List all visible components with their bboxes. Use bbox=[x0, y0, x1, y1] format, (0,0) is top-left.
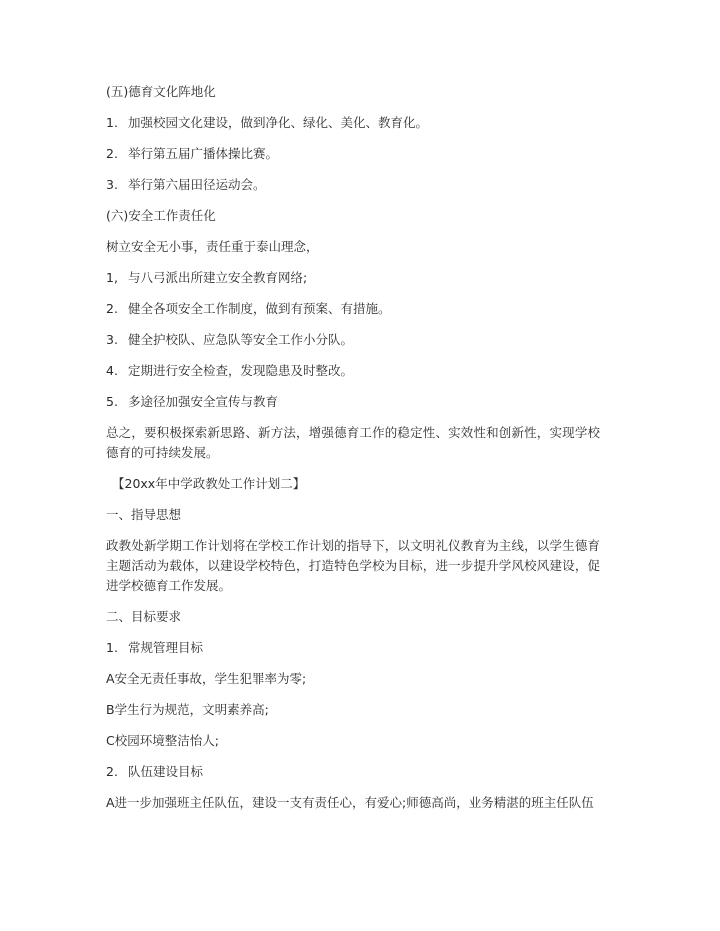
list-item-number: 1. bbox=[106, 640, 118, 655]
list-item bbox=[106, 361, 616, 381]
goal-line: C校园环境整洁怡人; bbox=[106, 733, 219, 748]
list-item-text: 举行第五届广播体操比赛。 bbox=[128, 146, 279, 161]
list-item-number: 3. bbox=[106, 332, 118, 347]
document-body bbox=[106, 82, 616, 824]
goal-line: A安全无责任事故，学生犯罪率为零; bbox=[106, 671, 307, 686]
list-item-text: 常规管理目标 bbox=[128, 640, 204, 655]
section-heading-6: (六)安全工作责任化 bbox=[106, 208, 216, 223]
list-item-number: 2. bbox=[106, 301, 118, 316]
intro-line: 树立安全无小事，责任重于泰山理念， bbox=[106, 239, 319, 254]
list-item-number: 4. bbox=[106, 363, 118, 378]
list-item-number: 1. bbox=[106, 115, 118, 130]
list-item-number: 3. bbox=[106, 177, 118, 192]
summary-paragraph: 总之，要积极探索新思路、新方法，增强德育工作的稳定性、实效性和创新性，实现学校德育的可持续发展。 bbox=[106, 425, 600, 460]
goal-line: A进一步加强班主任队伍，建设一支有责任心，有爱心;师德高尚，业务精湛的班主任队伍 bbox=[106, 795, 594, 810]
list-item bbox=[106, 299, 616, 319]
list-item-text: 举行第六届田径运动会。 bbox=[128, 177, 266, 192]
list-item-text: 与八弓派出所建立安全教育网络; bbox=[128, 270, 308, 285]
section-heading-guiding-thought: 一、指导思想 bbox=[106, 507, 182, 522]
list-item bbox=[106, 392, 616, 412]
list-item-number: 2. bbox=[106, 764, 118, 779]
list-item bbox=[106, 113, 616, 133]
list-item-text: 队伍建设目标 bbox=[128, 764, 204, 779]
list-item bbox=[106, 144, 616, 164]
section-heading-goals: 二、目标要求 bbox=[106, 609, 182, 624]
list-item-number: 2. bbox=[106, 146, 118, 161]
list-item-text: 定期进行安全检查，发现隐患及时整改。 bbox=[128, 363, 354, 378]
list-item bbox=[106, 762, 616, 782]
section-heading-5: (五)德育文化阵地化 bbox=[106, 84, 216, 99]
guiding-thought-paragraph: 政教处新学期工作计划将在学校工作计划的指导下，以文明礼仪教育为主线，以学生德育主题活动为载体，以建设学校特色，打造特色学校为目标，进一步提升学风校风建设，促进学校德育工作发展。 bbox=[106, 538, 600, 593]
plan-title: 【20xx年中学政教处工作计划二】 bbox=[112, 476, 306, 491]
list-item-text: 健全各项安全工作制度，做到有预案、有措施。 bbox=[128, 301, 391, 316]
list-item-text: 多途径加强安全宣传与教育 bbox=[128, 394, 279, 409]
list-item-text: 加强校园文化建设，做到净化、绿化、美化、教育化。 bbox=[128, 115, 429, 130]
list-item bbox=[106, 268, 616, 288]
list-item-text: 健全护校队、应急队等安全工作小分队。 bbox=[128, 332, 354, 347]
list-item bbox=[106, 175, 616, 195]
list-item bbox=[106, 638, 616, 658]
list-item-number: 5. bbox=[106, 394, 118, 409]
list-item bbox=[106, 330, 616, 350]
goal-line: B学生行为规范，文明素养高; bbox=[106, 702, 269, 717]
list-item-number: 1, bbox=[106, 270, 118, 285]
